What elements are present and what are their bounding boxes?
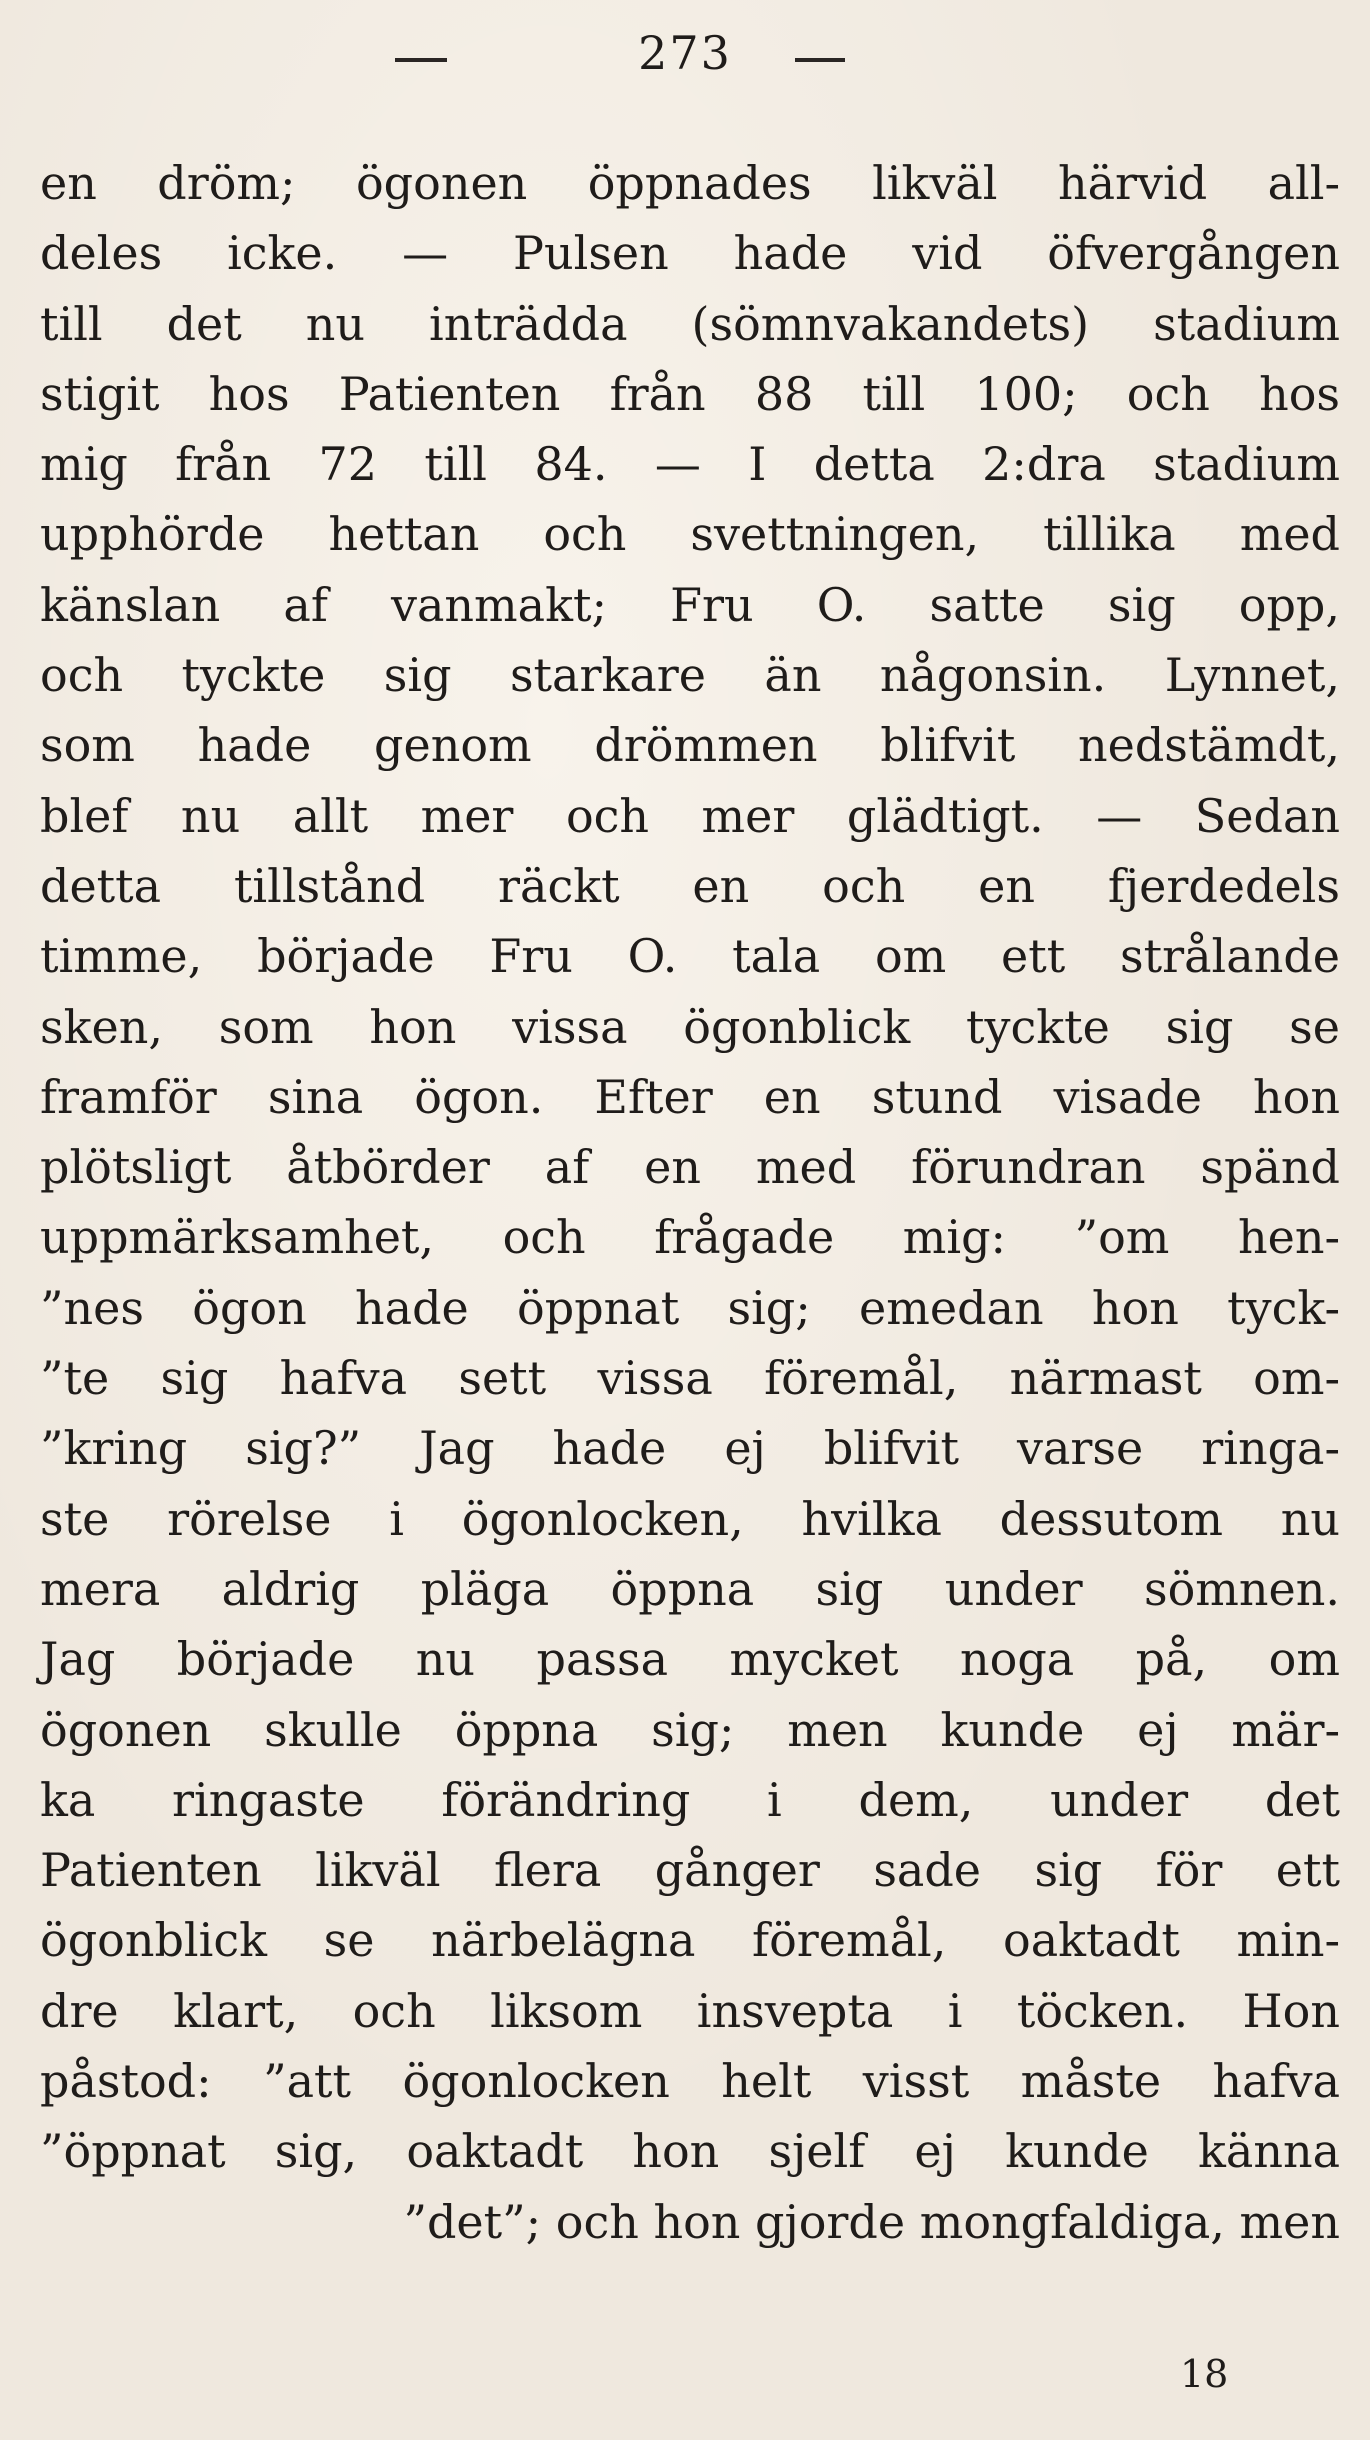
signature-mark: 18 (1180, 2352, 1229, 2396)
text-line: Patienten likväl flera gånger sade sig för ett (40, 1843, 1340, 1898)
text-line: ”öppnat sig, oaktadt hon sjelf ej kunde känna (40, 2124, 1340, 2179)
text-line: och tyckte sig starkare än någonsin. Lynnet, (40, 648, 1340, 703)
text-line: dre klart, och liksom insvepta i töcken. Hon (40, 1983, 1340, 2038)
page-number: 273 (638, 26, 732, 80)
text-line: en dröm; ögonen öppnades likväl härvid all- (40, 156, 1340, 210)
text-line: känslan af vanmakt; Fru O. satte sig opp, (40, 577, 1340, 632)
text-line: framför sina ögon. Efter en stund visade hon (40, 1069, 1340, 1124)
text-line: Jag började nu passa mycket noga på, om (40, 1632, 1340, 1687)
text-line: ”te sig hafva sett vissa föremål, närmast om- (40, 1351, 1340, 1406)
text-line: plötsligt åtbörder af en med förundran spänd (40, 1140, 1340, 1195)
text-line: ste rörelse i ögonlocken, hvilka dessutom nu (40, 1491, 1340, 1546)
text-line: ögonblick se närbelägna föremål, oaktadt min- (40, 1913, 1340, 1968)
text-line: stigit hos Patienten från 88 till 100; och hos (40, 366, 1340, 421)
text-line: mera aldrig pläga öppna sig under sömnen. (40, 1561, 1340, 1616)
text-line: uppmärksamhet, och frågade mig: ”om hen- (40, 1210, 1340, 1265)
text-line: till det nu inträdda (sömnvakandets) stadium (40, 296, 1340, 351)
text-line: detta tillstånd räckt en och en fjerdedels (40, 858, 1340, 913)
text-line: upphörde hettan och svettningen, tillika med (40, 507, 1340, 562)
text-line: timme, började Fru O. tala om ett strålande (40, 929, 1340, 984)
text-line: ”kring sig?” Jag hade ej blifvit varse ringa- (40, 1421, 1340, 1476)
text-line: ”det”; och hon gjorde mongfaldiga, men (403, 2194, 1340, 2249)
text-line: ”nes ögon hade öppnat sig; emedan hon tyck- (40, 1280, 1340, 1335)
text-line: deles icke. — Pulsen hade vid öfvergången (40, 226, 1340, 281)
page-header (0, 20, 1370, 100)
text-line: mig från 72 till 84. — I detta 2:dra stadium (40, 437, 1340, 492)
text-line: påstod: ”att ögonlocken helt visst måste hafva (40, 2054, 1340, 2109)
text-line: som hade genom drömmen blifvit nedstämdt, (40, 718, 1340, 773)
text-line: blef nu allt mer och mer glädtigt. — Sedan (40, 788, 1340, 843)
text-line: ka ringaste förändring i dem, under det (40, 1772, 1340, 1827)
header-dash-right (795, 58, 845, 62)
body-text (40, 148, 1340, 2257)
text-line: ögonen skulle öppna sig; men kunde ej mär- (40, 1702, 1340, 1757)
text-line: sken, som hon vissa ögonblick tyckte sig se (40, 999, 1340, 1054)
